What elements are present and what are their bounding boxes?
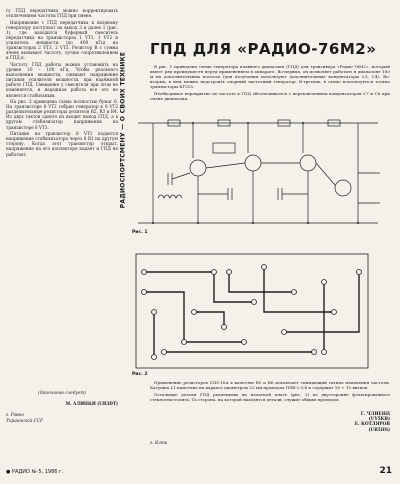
bottom-paragraph: Применение резисторов СП5-16А в качестве R5 и R6 исключает снимающий сигнал изменения частоты. Катушка L1 намотана на каркасе диаметром 22 мм проводом ПЭВ-2 0,4 и содержит 18 + 15 витков.: [150, 380, 390, 390]
article-authors: Г. ЧЛИЕНЦ (UY5KB) Е. КОТЛЯРОВ (UR5HS): [354, 412, 390, 433]
left-paragraph: Питание на транзистор 8 VT1 подается напряжение стабилизатора через 8 R1 на другую сторону. Когда этот транзистор открыт, напряжение на его коллекторе падает и ГПД не работает.: [6, 131, 118, 157]
bottom-paragraph: Остальные детали ГПД размещены на печатной плате (рис. 2) из двусторонне фольгированного стеклотекстолита. Та сторона, на которой находятся детали, служит общим проводом.: [150, 391, 390, 402]
circuit-schematic: [128, 113, 390, 238]
left-paragraph: Напряжение с ГПД передатчика к входному генератору поступает на выход 3 и далее 1 (рис. 1), где находится буферный смеситель передатчика на транзисторах 1 VT1, 1 VT2 и усилитель мощности (до 400 кГц) на транзисторах 2 VT3, 2 VT3. Резистор R с сумма ячеек вызывает частоту, лучше сопротивлением к ГПД к.: [6, 19, 118, 61]
left-column-text: [6, 8, 118, 448]
page-number: 21: [379, 466, 392, 476]
left-paragraph: гу ГПД передатчика можно корректировать отключением частоты ГПД при смене.: [6, 8, 118, 19]
article-title: ГПД ДЛЯ «РАДИО-76М2»: [150, 40, 377, 58]
left-paragraph: На рис. 2 приведена схема полностью бумаг 6. На транзисторе 8 VT2 собран генератор к 8 VT2 разделительные резисторы делителя R2, R3 и R4. Из двух тактов одного из входит выход ГПД, а в другом стабилизатор напряжения на транзисторе 8 VT3.: [6, 99, 118, 130]
left-author: М. АЛИНКИ (UR3DT): [65, 401, 118, 407]
journal-issue: ● РАДИО № 5, 1986 г.: [6, 469, 64, 475]
authors-place: г. Ялта: [150, 440, 168, 445]
intro-text: [150, 64, 390, 102]
left-place: г. Ровно Украинской ССР: [6, 412, 43, 423]
bottom-text: [150, 380, 390, 403]
figure-2-label: Рис. 2: [132, 372, 148, 377]
page-footer: [6, 466, 394, 478]
figure-1-label: Рис. 1: [132, 230, 148, 235]
continuation-note: (Окончание следует): [38, 390, 86, 395]
left-paragraph: Частоту ГПД работы можно установить на уровне 10 – 100 кГц. Чтобы реального выполнения мощности, снимают напряжение питания усилителя мощности, при надёжной работе ГПД. Смещение у смесителя при этом не изменяется, и надежная работа все это не является стабильным.: [6, 61, 118, 98]
pcb-layout: [134, 252, 370, 370]
intro-paragraph: Необходимое перекрытие по частоте в ГПД обеспечивается с переключением конденсаторов С7 и С8 при смене диапазона.: [150, 90, 390, 101]
intro-paragraph: В рис. 1 приведена схема генератора плавного диапазона (ГПД) для трансивера «Радио-76М2», который имеет ряд преимуществ перед применением в аппарате. Во-первых, он позволяет работать в диапазоне 160 м на дополнительных полосах (для получения используют дополнительные конденсаторы C3, C4). Во-вторых, в нем можно подстроить опорный частотный генератор. В-третьих, в схеме используются только транзисторы КТ315.: [150, 64, 390, 89]
left-signature: [6, 390, 118, 423]
rubric-text: РАДИОСПОРТСМЕНУ — О СВОИХ ТЕХНИКЕ: [119, 51, 127, 209]
